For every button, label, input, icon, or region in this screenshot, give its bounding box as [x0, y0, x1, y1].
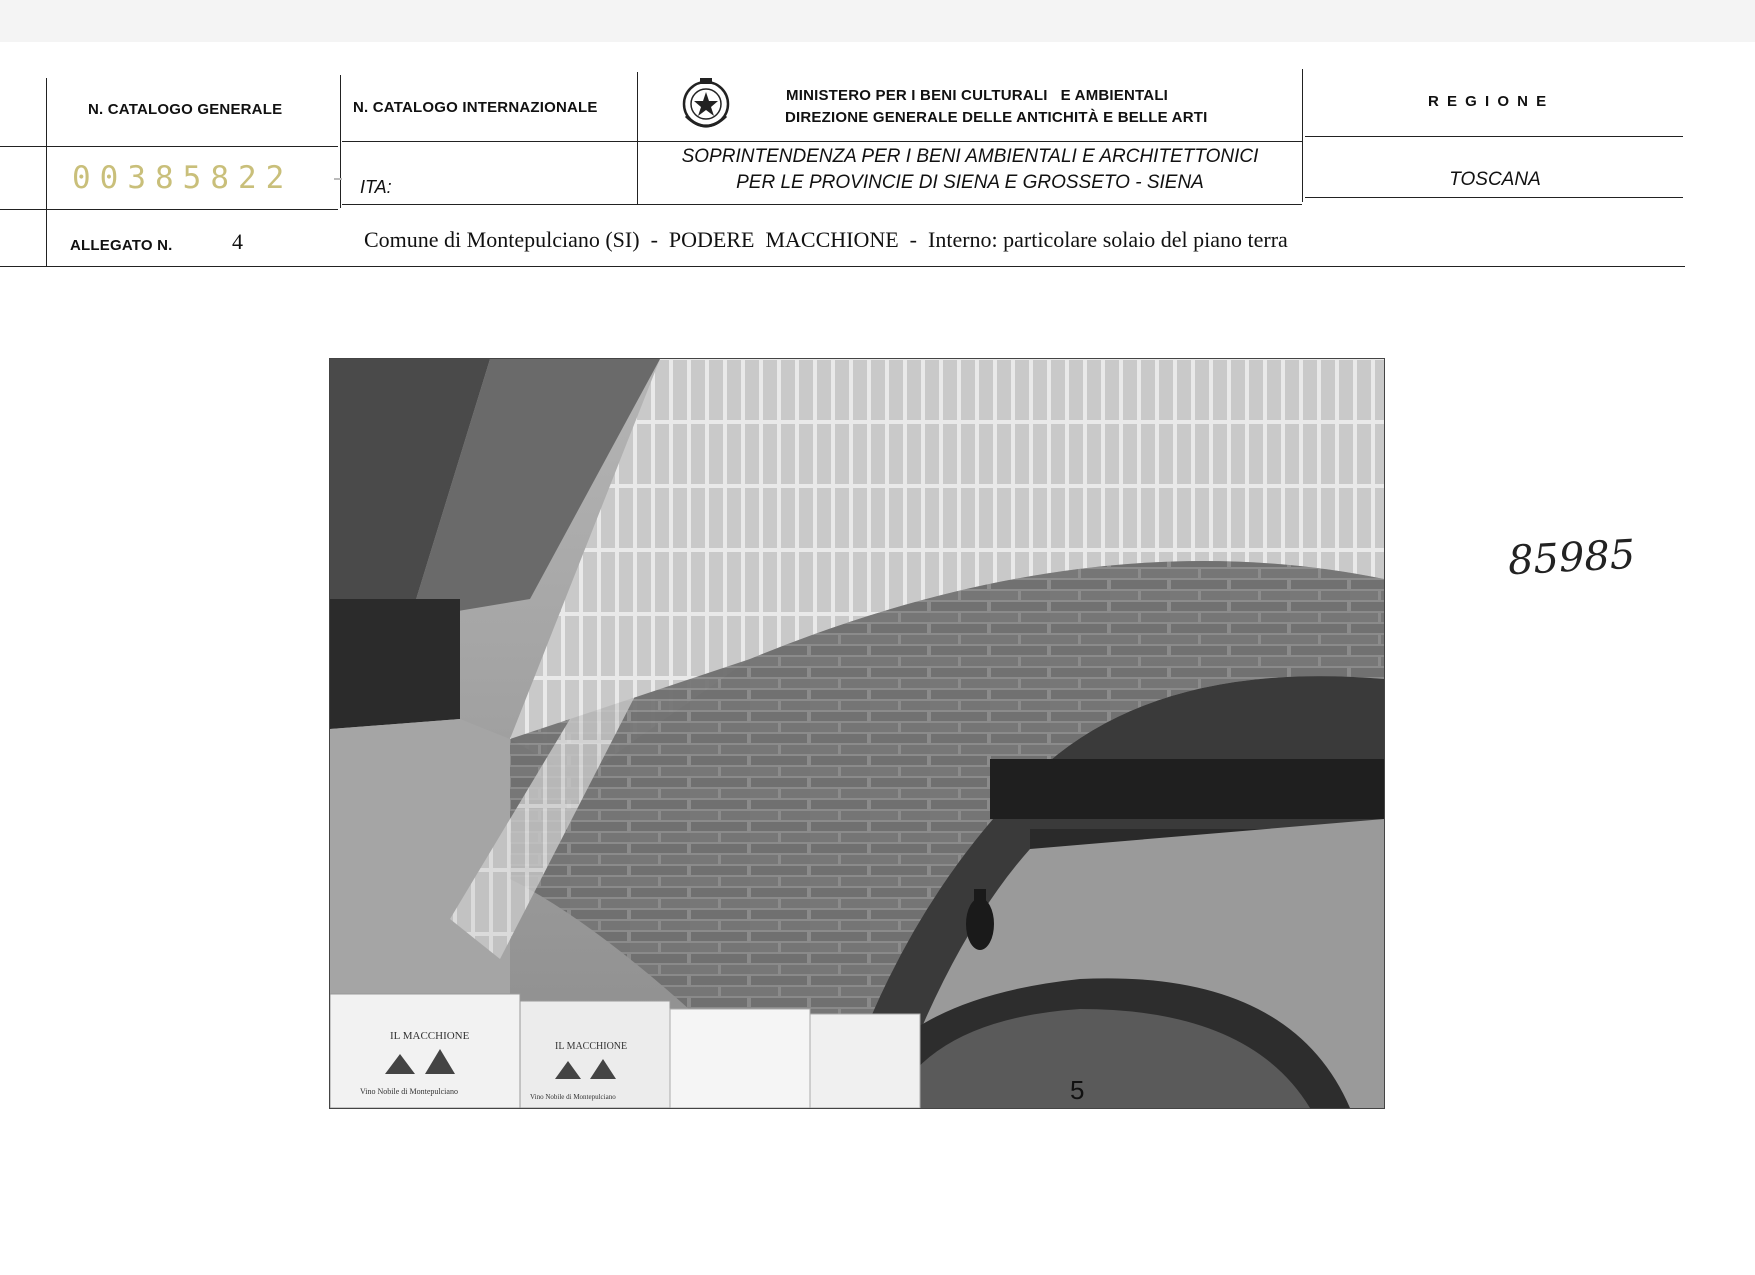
- box-brand-1: IL MACCHIONE: [390, 1030, 470, 1042]
- box-subtitle-1: Vino Nobile di Montepulciano: [360, 1087, 458, 1096]
- handwritten-number: 85985: [1506, 531, 1637, 585]
- box-brand-2: IL MACCHIONE: [555, 1041, 628, 1052]
- header-rule-low-right: [1305, 197, 1683, 198]
- barrel-number: 5: [1070, 1075, 1085, 1105]
- header-rule-low-left: [0, 209, 338, 210]
- catalogo-internazionale-label: N. CATALOGO INTERNAZIONALE: [353, 99, 598, 116]
- attached-photograph: [329, 358, 1385, 1109]
- header-divider-1: [46, 78, 47, 266]
- allegato-number: 4: [232, 229, 243, 254]
- box-subtitle-2: Vino Nobile di Montepulciano: [530, 1093, 616, 1101]
- catalogo-generale-value: 00385822: [72, 160, 294, 196]
- catalogo-generale-label: N. CATALOGO GENERALE: [88, 101, 283, 118]
- header-divider-3: [637, 72, 638, 205]
- header-rule-low-center: [342, 204, 1302, 205]
- ita-label: ITA:: [360, 177, 392, 197]
- allegato-label: ALLEGATO N.: [70, 237, 173, 254]
- allegato-rule: [0, 266, 1685, 267]
- catalog-dash: [334, 178, 342, 180]
- header-divider-2: [340, 75, 341, 208]
- soprintendenza-line-1: SOPRINTENDENZA PER I BENI AMBIENTALI E ARCHITETTONICI: [681, 146, 1259, 167]
- photo-drawing: [330, 359, 1384, 1108]
- republic-emblem-icon: [680, 76, 732, 134]
- header-rule-mid-right: [1305, 136, 1683, 137]
- regione-value: TOSCANA: [1449, 169, 1541, 190]
- ministero-line-2: DIREZIONE GENERALE DELLE ANTICHITÀ E BELLE ARTI: [785, 109, 1208, 126]
- soprintendenza-line-2: PER LE PROVINCIE DI SIENA E GROSSETO - SIENA: [736, 172, 1204, 193]
- allegato-caption: Comune di Montepulciano (SI) - PODERE MACCHIONE - Interno: particolare solaio del piano terra: [364, 227, 1288, 252]
- header-divider-4: [1302, 69, 1303, 202]
- header-rule-mid-left: [0, 146, 338, 147]
- ministero-line-1: MINISTERO PER I BENI CULTURALI E AMBIENTALI: [786, 87, 1169, 104]
- header-rule-mid-center: [342, 141, 1302, 142]
- regione-label: R E G I O N E: [1428, 93, 1549, 110]
